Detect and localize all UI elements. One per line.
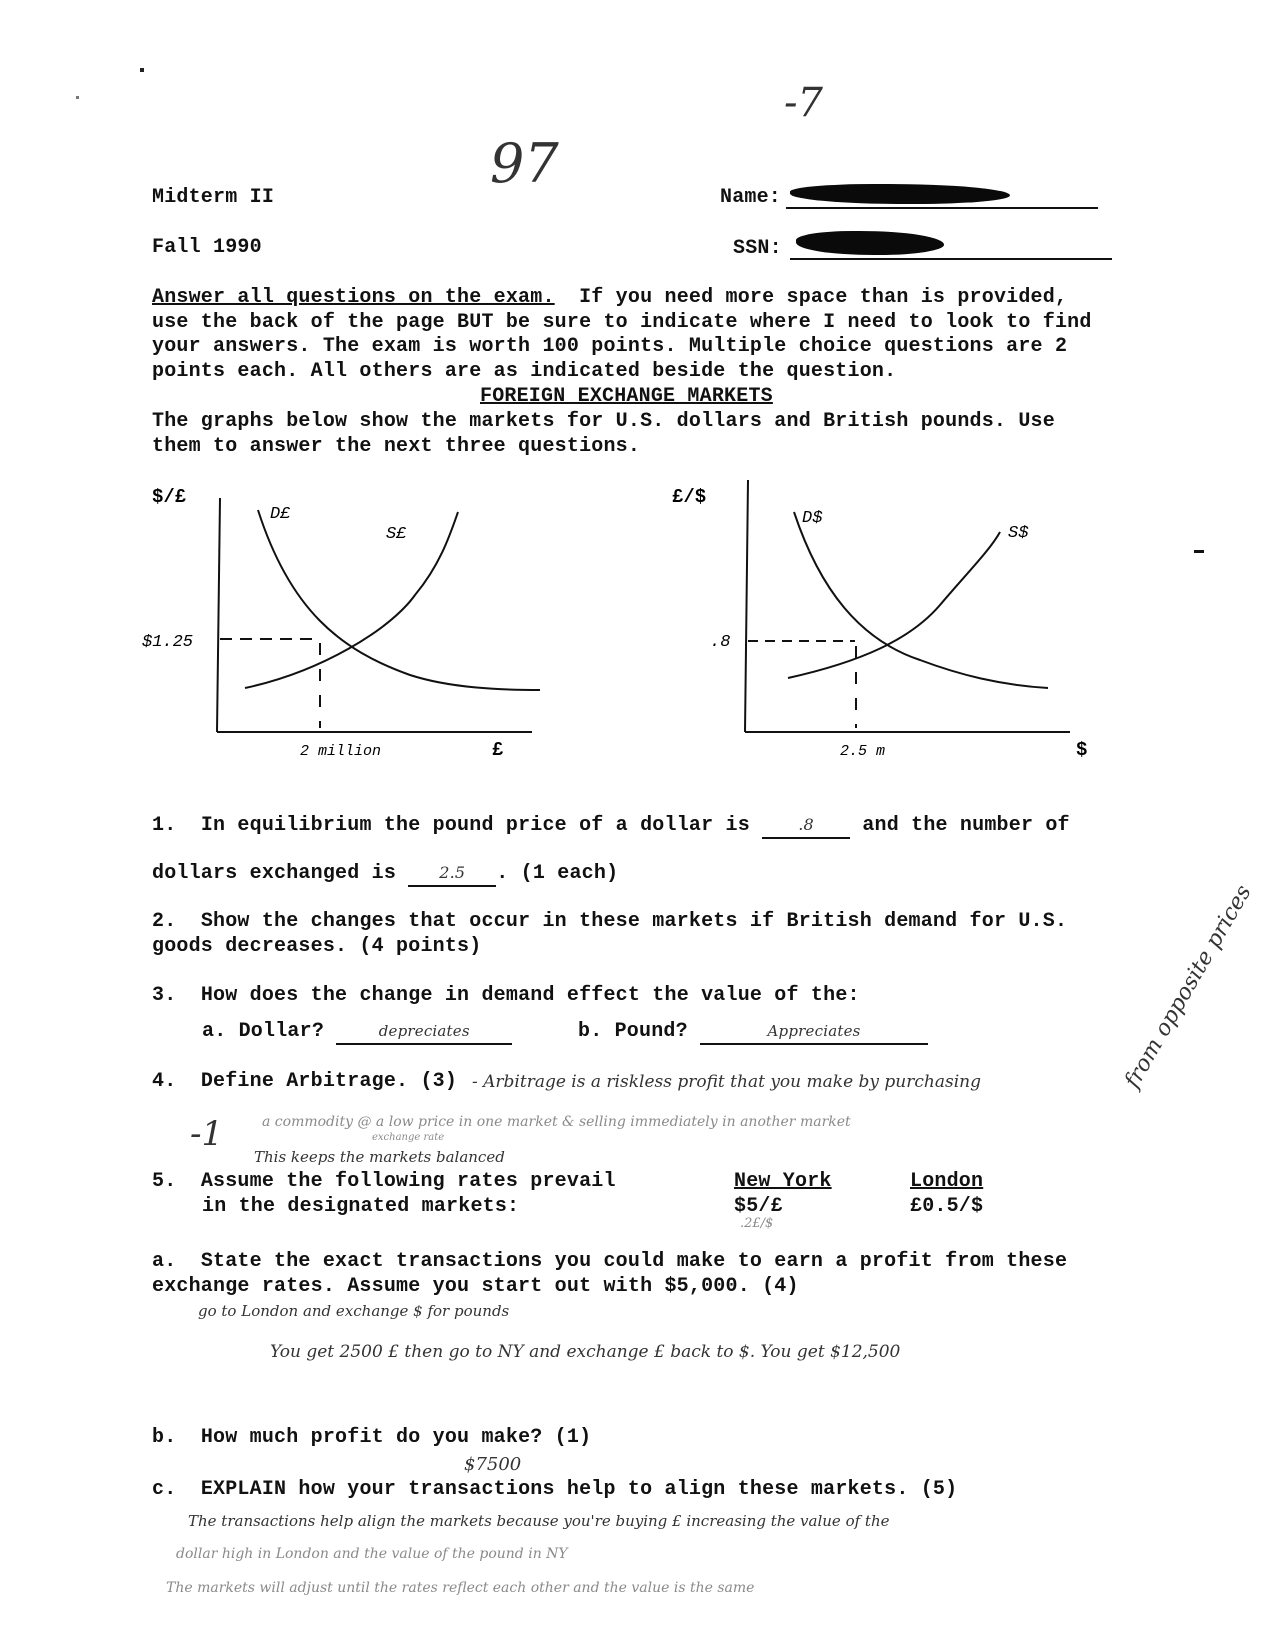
question-4 — [152, 1070, 457, 1093]
q1-text-d: . (1 each) — [496, 862, 619, 885]
ssn-label: SSN: — [733, 237, 782, 260]
pound-market-graph — [140, 480, 560, 770]
instructions-line1: If you need more space than is provided, — [579, 286, 1068, 309]
section-title: FOREIGN EXCHANGE MARKETS — [480, 385, 773, 408]
q5-line2: in the designated markets: — [202, 1194, 520, 1218]
q4-number: 4. — [152, 1070, 177, 1093]
q4-inserted-note: exchange rate — [372, 1132, 445, 1143]
q1-text-c: dollars exchanged is — [152, 862, 397, 885]
q3-text: How does the change in demand effect the value of the: — [200, 984, 860, 1007]
q5c-answer-line1: The transactions help align the markets because you're buying £ increasing the value of the — [188, 1512, 890, 1530]
question-5b — [152, 1426, 591, 1449]
q5c-label: c. — [152, 1478, 177, 1501]
section-intro — [152, 410, 1055, 459]
question-1-cont — [152, 862, 618, 887]
name-redaction — [790, 184, 1010, 204]
pound-supply-curve — [245, 512, 458, 688]
q5b-answer: $7500 — [464, 1454, 522, 1475]
q3-a-answer: depreciates — [378, 1022, 470, 1040]
q5a-answer-line1: go to London and exchange $ for pounds — [198, 1302, 510, 1320]
pound-price-label: $1.25 — [142, 633, 194, 652]
name-field — [786, 207, 1098, 209]
dollar-supply-label: S$ — [1008, 524, 1029, 543]
pound-graph-y-label: $/£ — [152, 486, 187, 508]
score: 97 — [490, 132, 559, 195]
instructions-line3: your answers. The exam is worth 100 points. Multiple choice questions are 2 — [152, 335, 1068, 358]
q5c-answer-line3: The markets will adjust until the rates reflect each other and the value is the same — [166, 1580, 755, 1596]
speck-mark — [140, 68, 144, 72]
q5-number: 5. — [152, 1170, 177, 1193]
dollar-graph-x-label: $ — [1076, 739, 1088, 761]
section-intro-line2: them to answer the next three questions. — [152, 434, 641, 458]
q3-a-label: a. Dollar? — [202, 1020, 325, 1043]
q5c-text: EXPLAIN how your transactions help to align these markets. (5) — [200, 1478, 958, 1501]
question-5a — [152, 1250, 1067, 1299]
dollar-supply-curve — [788, 532, 1000, 678]
dollar-demand-label: D$ — [802, 509, 823, 528]
instructions-line4: points each. All others are as indicated beside the question. — [152, 359, 897, 383]
section-intro-line1: The graphs below show the markets for U.S. dollars and British pounds. Use — [152, 410, 1055, 433]
ssn-field — [790, 258, 1112, 260]
question-3-answers — [202, 1020, 512, 1045]
q4-answer-line3: This keeps the markets balanced — [254, 1148, 505, 1166]
london-rate: £0.5/$ — [910, 1194, 984, 1218]
exam-title: Midterm II — [152, 186, 275, 209]
pound-supply-label: S£ — [386, 525, 407, 544]
q1-text-a: In equilibrium the pound price of a dollar is — [200, 814, 750, 837]
instructions — [152, 286, 1092, 384]
q4-answer-line2: a commodity @ a low price in one market & selling immediately in another market — [262, 1114, 851, 1130]
q5c-answer-line2: dollar high in London and the value of the pound in NY — [176, 1546, 568, 1562]
rate-table-ny — [734, 1170, 832, 1219]
q5a-line1: State the exact transactions you could make to earn a profit from these — [200, 1250, 1068, 1273]
ny-note: .2£/$ — [740, 1216, 774, 1231]
instructions-emphasis: Answer all questions on the exam. — [152, 286, 555, 309]
question-2 — [152, 910, 1067, 959]
pound-graph-y-axis — [217, 498, 220, 732]
pound-quantity-label: 2 million — [300, 743, 382, 760]
q5a-label: a. — [152, 1250, 177, 1273]
q4-text: Define Arbitrage. (3) — [200, 1070, 458, 1093]
dollar-graph-y-label: £/$ — [672, 486, 707, 508]
name-label: Name: — [720, 186, 782, 209]
q5b-text: How much profit do you make? (1) — [200, 1426, 592, 1449]
corner-mark: -7 — [784, 80, 823, 126]
question-1 — [152, 814, 1070, 839]
speck-mark — [76, 96, 79, 99]
q5-line1: Assume the following rates prevail — [200, 1170, 616, 1193]
ssn-redaction — [796, 231, 944, 255]
pound-graph-x-label: £ — [492, 739, 504, 761]
exam-term: Fall 1990 — [152, 236, 262, 259]
q5b-label: b. — [152, 1426, 177, 1449]
q3-number: 3. — [152, 984, 177, 1007]
question-3 — [152, 984, 860, 1007]
rate-table-london — [910, 1170, 983, 1219]
q2-line2: goods decreases. (4 points) — [152, 934, 482, 958]
dollar-graph-y-axis — [745, 480, 748, 732]
instructions-line2: use the back of the page BUT be sure to indicate where I need to look to find — [152, 310, 1092, 334]
london-heading: London — [910, 1170, 984, 1193]
pound-demand-label: D£ — [270, 505, 291, 524]
q3-b-label: b. Pound? — [578, 1020, 688, 1043]
q5a-answer-line2: You get 2500 £ then go to NY and exchange £ back to $. You get $12,500 — [270, 1342, 901, 1362]
question-3-answer-b — [578, 1020, 928, 1045]
q1-text-b: and the number of — [862, 814, 1070, 837]
margin-note: from opposite prices — [1120, 880, 1257, 1093]
q1-answer-a: .8 — [798, 815, 814, 834]
q1-answer-b: 2.5 — [439, 863, 466, 882]
q2-number: 2. — [152, 910, 177, 933]
speck-mark — [1194, 550, 1204, 553]
ny-heading: New York — [734, 1170, 832, 1193]
q4-answer-line1: - Arbitrage is a riskless profit that you make by purchasing — [472, 1072, 981, 1092]
q4-grade: -1 — [190, 1114, 224, 1154]
q1-number: 1. — [152, 814, 177, 837]
q3-b-answer: Appreciates — [767, 1022, 861, 1040]
q5a-line2: exchange rates. Assume you start out with $5,000. (4) — [152, 1274, 799, 1298]
dollar-quantity-label: 2.5 m — [840, 743, 886, 760]
ny-rate: $5/£ — [734, 1194, 783, 1218]
dollar-price-label: .8 — [710, 633, 731, 652]
question-5c — [152, 1478, 957, 1501]
dollar-market-graph — [660, 480, 1100, 770]
question-5 — [152, 1170, 616, 1219]
q2-line1: Show the changes that occur in these markets if British demand for U.S. — [200, 910, 1068, 933]
